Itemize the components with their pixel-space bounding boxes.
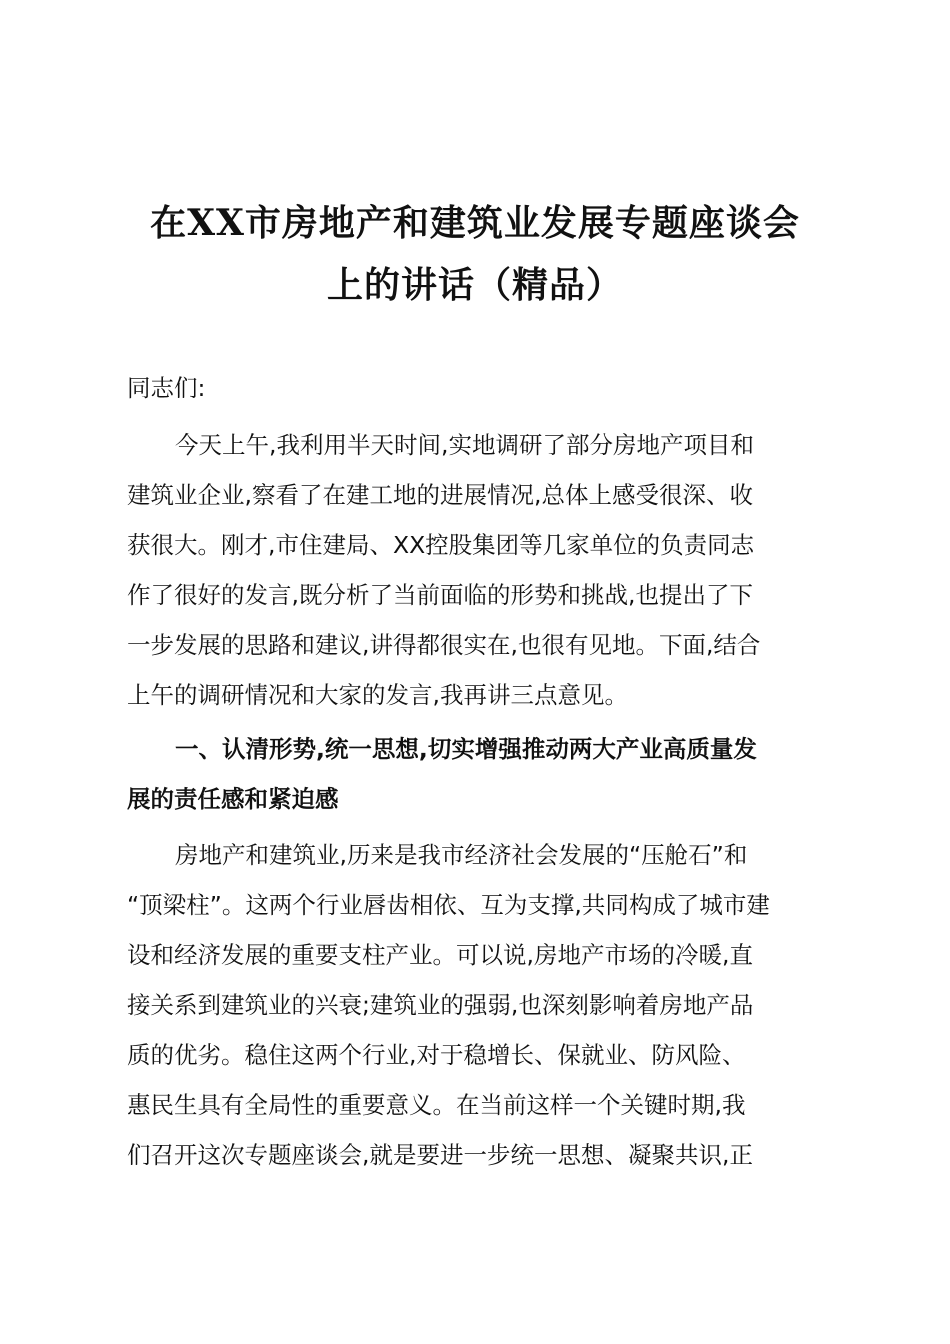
text-line: 上午的调研情况和大家的发言,我再讲三点意见。 [127,681,628,709]
text-line: 惠民生具有全局性的重要意义。在当前这样一个关键时期,我 [127,1091,746,1119]
text-line: 们召开这次专题座谈会,就是要进一步统一思想、凝聚共识,正 [127,1141,753,1169]
text-line: 建筑业企业,察看了在建工地的进展情况,总体上感受很深、收 [127,481,753,509]
text-line: 设和经济发展的重要支柱产业。可以说,房地产市场的冷暖,直 [127,941,753,969]
title-line: 在XX市房地产和建筑业发展专题座谈会 [150,202,800,244]
text-line: 获很大。刚才,市住建局、XX控股集团等几家单位的负责同志 [127,531,755,559]
text-line: 今天上午,我利用半天时间,实地调研了部分房地产项目和 [175,431,754,459]
heading-line: 展的责任感和紧迫感 [127,785,339,813]
text-line: “顶梁柱”。这两个行业唇齿相依、互为支撑,共同构成了城市建 [127,891,770,919]
text-line: 一步发展的思路和建议,讲得都很实在,也很有见地。下面,结合 [127,631,761,659]
text-line: 接关系到建筑业的兴衰;建筑业的强弱,也深刻影响着房地产品 [127,991,754,1019]
section-heading [127,724,823,824]
text-line: 房地产和建筑业,历来是我市经济社会发展的“压舱石”和 [175,841,748,869]
document-title [100,192,850,316]
text-line: 质的优劣。稳住这两个行业,对于稳增长、保就业、防风险、 [127,1041,746,1069]
paragraph-intro [127,420,823,720]
paragraph-section-body [127,830,823,1180]
salutation: 同志们: [127,374,206,402]
heading-line: 一、认清形势,统一思想,切实增强推动两大产业高质量发 [175,735,757,763]
text-line: 作了很好的发言,既分析了当前面临的形势和挑战,也提出了下 [127,581,753,609]
title-line: 上的讲话（精品） [326,264,623,306]
